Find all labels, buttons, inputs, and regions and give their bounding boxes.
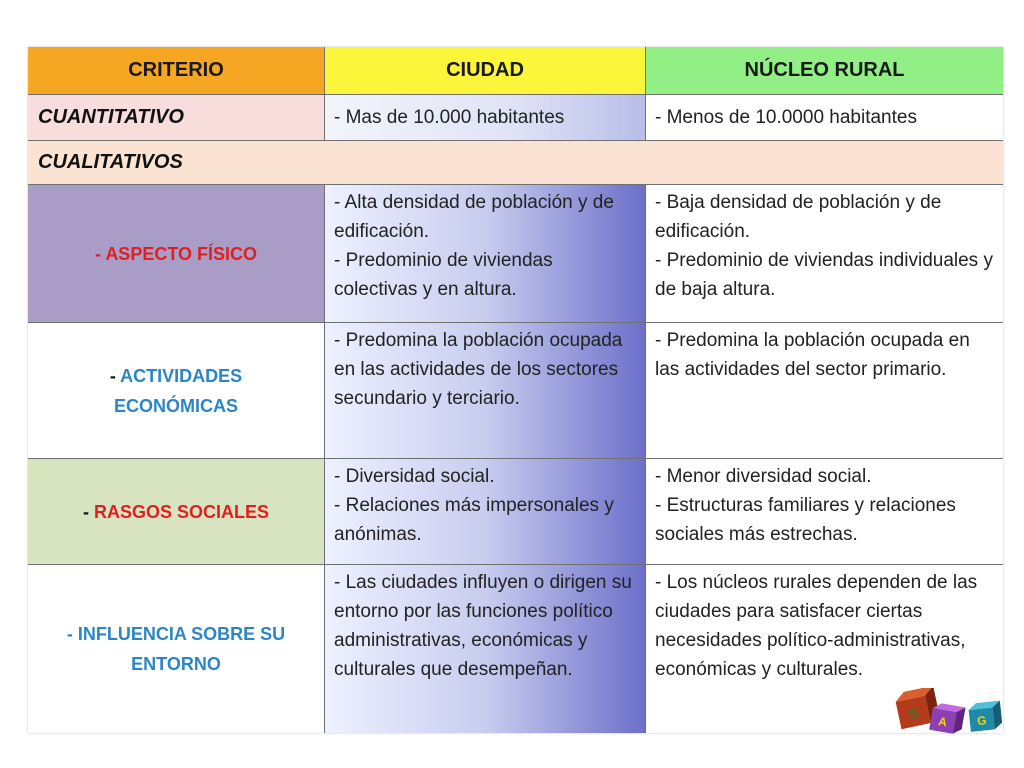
row-aspecto-fisico	[28, 185, 1003, 323]
ciudad-influencia-line: - Las ciudades influyen o dirigen su entorno por las funciones político administrativas, económicas y culturales que desempeñan.	[334, 572, 632, 680]
ciudad-cuantitativo: - Mas de 10.000 habitantes	[325, 95, 646, 141]
ciudad-rasgos-line: - Diversidad social.	[334, 466, 495, 487]
rural-cuantitativo: - Menos de 10.0000 habitantes	[646, 95, 1003, 141]
header-criterio: CRITERIO	[28, 47, 325, 95]
criterio-aspecto-fisico: - ASPECTO FÍSICO	[28, 185, 325, 323]
rural-influencia-line: - Los núcleos rurales dependen de las ciudades para satisfacer ciertas necesidades político-administrativas, económicas y culturales.	[655, 572, 978, 680]
row-cuantitativo	[28, 95, 1003, 141]
header-row	[28, 47, 1003, 95]
row-cualitativos	[28, 141, 1003, 185]
criterio-actividades-economicas: - ACTIVIDADES ECONÓMICAS	[28, 323, 325, 459]
rural-rasgos-line: - Menor diversidad social.	[655, 466, 872, 487]
ciudad-rasgos-sociales	[325, 459, 646, 565]
rural-actividades-economicas	[646, 323, 1003, 459]
row-actividades-economicas	[28, 323, 1003, 459]
rural-rasgos-sociales	[646, 459, 1003, 565]
rural-actividades-line: - Predomina la población ocupada en las actividades del sector primario.	[655, 330, 970, 380]
cube-letter: A	[937, 714, 949, 730]
ciudad-actividades-line: - Predomina la población ocupada en las actividades de los sectores secundario y terciario.	[334, 330, 623, 409]
header-ciudad: CIUDAD	[325, 47, 646, 95]
criterio-influencia-entorno: - INFLUENCIA SOBRE SU ENTORNO	[28, 565, 325, 733]
header-nucleo-rural: NÚCLEO RURAL	[646, 47, 1003, 95]
row-rasgos-sociales	[28, 459, 1003, 565]
ciudad-rasgos-line: - Relaciones más impersonales y anónimas.	[334, 495, 614, 545]
row-influencia-entorno	[28, 565, 1003, 733]
rural-aspecto-line: - Baja densidad de población y de edificación.	[655, 192, 942, 242]
cube-letter: G	[976, 713, 988, 729]
ciudad-actividades-economicas	[325, 323, 646, 459]
ciudad-aspecto-line: - Predominio de viviendas colectivas y en altura.	[334, 250, 553, 300]
cube-letter: S	[907, 704, 920, 723]
criterio-cuantitativo: CUANTITATIVO	[28, 95, 325, 141]
rural-rasgos-line: - Estructuras familiares y relaciones sociales más estrechas.	[655, 495, 956, 545]
ciudad-aspecto-line: - Alta densidad de población y de edificación.	[334, 192, 614, 242]
colored-cubes-icon	[890, 688, 1005, 738]
rural-aspecto-fisico	[646, 185, 1003, 323]
section-cualitativos: CUALITATIVOS	[28, 141, 1003, 185]
ciudad-aspecto-fisico	[325, 185, 646, 323]
ciudad-influencia-entorno	[325, 565, 646, 733]
comparison-table	[28, 47, 1003, 733]
rural-aspecto-line: - Predominio de viviendas individuales y de baja altura.	[655, 250, 993, 300]
criterio-rasgos-sociales: - RASGOS SOCIALES	[28, 459, 325, 565]
